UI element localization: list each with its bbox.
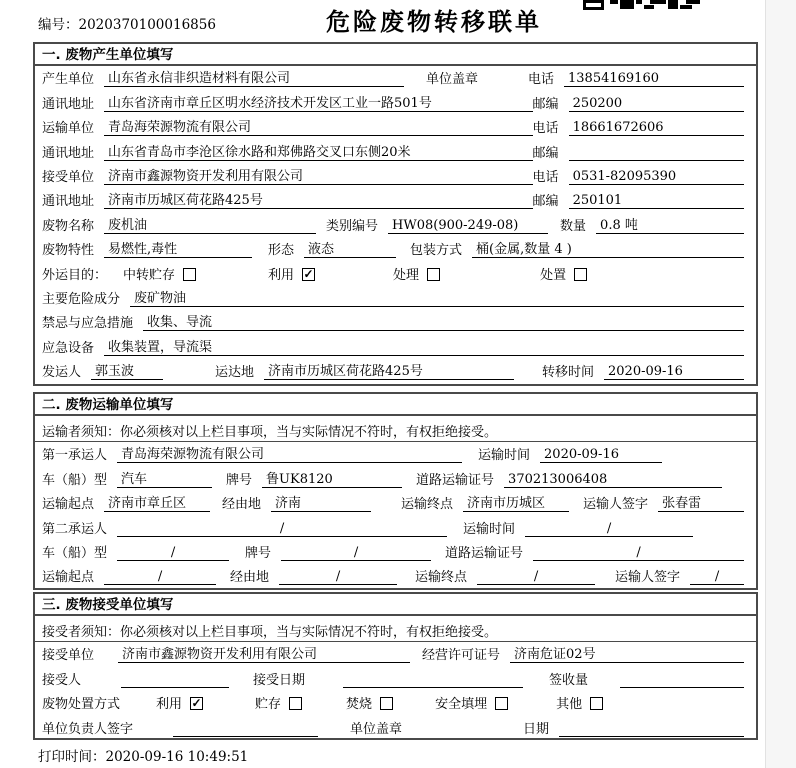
- purpose-option-treat: [393, 264, 440, 283]
- transporter-notice: 运输者须知：你必须核对以上栏目事项，当与实际情况不符时，有权拒绝接受。: [35, 416, 756, 442]
- hazard-components-value: 废矿物油: [130, 287, 744, 307]
- accept-date-label: 接受日期: [253, 672, 306, 688]
- accept-date-value: [343, 687, 523, 688]
- disposal-method-row: [35, 691, 756, 715]
- second-vehicle-type-value: /: [117, 545, 229, 561]
- packing-value: 桶(金属,数量 4 ): [472, 238, 744, 258]
- purpose-option-dispose: [540, 264, 587, 283]
- second-vehicle-type-label: 车（船）型: [42, 545, 108, 561]
- print-time-value: 2020-09-16 10:49:51: [105, 749, 249, 765]
- disposal-storage-checkbox: [289, 697, 302, 710]
- second-road-cert-value: /: [533, 545, 744, 561]
- first-carrier-sign-value: 张春雷: [658, 492, 744, 512]
- section-transporter: [33, 392, 758, 590]
- unit-seal-label-2: 单位盖章: [350, 721, 403, 737]
- document-number-value: 2020370100016856: [78, 17, 216, 33]
- first-road-cert-value: 370213006408: [504, 472, 722, 488]
- first-route-row: [35, 491, 756, 515]
- destination-value: 济南市历城区荷花路425号: [264, 360, 514, 380]
- document-title: 危险废物转移联单: [326, 8, 542, 36]
- transporter-zip-label: 邮编: [532, 145, 559, 161]
- acceptor-label: 接受人: [42, 672, 82, 688]
- second-plate-value: /: [281, 545, 431, 561]
- emergency-measures-label: 禁忌与应急措施: [42, 316, 134, 332]
- license-value: 济南危证02号: [510, 643, 744, 663]
- accept-unit-value: 济南市鑫源物资开发利用有限公司: [118, 643, 410, 663]
- waste-form-label: 形态: [268, 243, 295, 259]
- producer-zip-label: 邮编: [532, 96, 559, 112]
- second-carrier-sign-value: /: [690, 569, 744, 585]
- purpose-storage-label: 中转贮存: [123, 267, 176, 283]
- waste-quantity-label: 数量: [560, 218, 587, 234]
- transporter-phone-value: 18661672606: [569, 120, 744, 136]
- disposal-landfill-label: 安全填埋: [435, 697, 488, 713]
- first-route-end-label: 运输终点: [401, 497, 454, 513]
- transfer-purpose-label: 外运目的：: [42, 267, 108, 283]
- disposal-incinerate-checkbox: [380, 697, 393, 710]
- receiver-address-row: [35, 188, 756, 212]
- second-carrier-row: [35, 515, 756, 539]
- accept-unit-label: 接受单位: [42, 648, 95, 664]
- scan-page-edge: [765, 0, 796, 768]
- unit-seal-label: 单位盖章: [426, 72, 479, 88]
- purpose-use-checkbox: ✓: [303, 266, 314, 281]
- producer-row: [35, 66, 756, 90]
- receiver-address-value: 济南市历城区荷花路425号: [104, 189, 533, 209]
- first-road-cert-label: 道路运输证号: [416, 472, 495, 488]
- transporter-phone-label: 电话: [532, 121, 559, 137]
- emergency-equipment-label: 应急设备: [42, 340, 95, 356]
- second-route-end-value: /: [477, 569, 595, 585]
- second-route-start-value: /: [104, 569, 216, 585]
- transporter-row: [35, 115, 756, 139]
- dispatch-row: [35, 359, 756, 383]
- acceptor-value: [121, 687, 229, 688]
- disposal-option-landfill: [435, 693, 508, 712]
- dispatcher-label: 发运人: [42, 365, 82, 381]
- disposal-option-incinerate: [346, 693, 393, 712]
- receiver-phone-value: 0531-82095390: [569, 169, 744, 185]
- receiver-phone-label: 电话: [532, 169, 559, 185]
- first-vehicle-type-value: 汽车: [117, 468, 212, 488]
- first-route-end-value: 济南市历城区: [463, 492, 569, 512]
- disposal-option-storage: [255, 693, 302, 712]
- waste-quantity-value: 0.8 吨: [596, 214, 744, 234]
- disposal-use-checkbox: ✓: [191, 696, 202, 711]
- acceptor-row: [35, 666, 756, 690]
- transporter-address-value: 山东省青岛市李沧区徐水路和郑佛路交叉口东侧20米: [104, 141, 533, 161]
- receiver-notice: 接受者须知：你必须核对以上栏目事项，当与实际情况不符时，有权拒绝接受。: [35, 616, 756, 642]
- purpose-treat-label: 处理: [393, 267, 420, 283]
- first-route-via-label: 经由地: [222, 497, 262, 513]
- second-route-row: [35, 564, 756, 588]
- receiver-label: 接受单位: [42, 169, 95, 185]
- emergency-equipment-value: 收集装置，导流渠: [104, 336, 744, 356]
- emergency-measures-row: [35, 310, 756, 334]
- second-vehicle-row: [35, 540, 756, 564]
- waste-form-value: 液态: [304, 238, 396, 258]
- print-time-label: 打印时间：: [38, 749, 106, 765]
- first-transport-time-value: 2020-09-16: [540, 447, 662, 463]
- producer-phone-label: 电话: [527, 72, 554, 88]
- destination-label: 运达地: [215, 365, 255, 381]
- print-time: [38, 745, 248, 765]
- dispatcher-value: 郭玉波: [91, 360, 163, 380]
- disposal-method-label: 废物处置方式: [42, 697, 121, 713]
- disposal-landfill-checkbox: [495, 697, 508, 710]
- producer-value: 山东省永信非织造材料有限公司: [104, 67, 404, 87]
- waste-traits-value: 易燃性,毒性: [104, 238, 252, 258]
- disposal-option-other: [556, 693, 603, 712]
- producer-label: 产生单位: [42, 72, 95, 88]
- transporter-zip-value: [569, 160, 744, 161]
- receiver-zip-value: 250101: [569, 193, 744, 209]
- producer-address-value: 山东省济南市章丘区明水经济技术开发区工业一路501号: [104, 92, 533, 112]
- sign-date-label: 日期: [522, 721, 549, 737]
- section-producer: [33, 42, 758, 386]
- sign-date-value: [559, 736, 744, 737]
- document-number: [38, 13, 216, 33]
- second-carrier-sign-label: 运输人签字: [615, 570, 681, 586]
- disposal-other-checkbox: [590, 697, 603, 710]
- second-route-end-label: 运输终点: [415, 570, 468, 586]
- waste-category-label: 类别编号: [326, 218, 379, 234]
- responsible-sign-value: [173, 736, 318, 737]
- waste-traits-row: [35, 237, 756, 261]
- purpose-treat-checkbox: [427, 268, 440, 281]
- first-vehicle-row: [35, 466, 756, 490]
- second-transport-time-value: /: [525, 521, 693, 537]
- second-carrier-label: 第二承运人: [42, 521, 108, 537]
- accept-unit-row: [35, 642, 756, 666]
- signed-quantity-label: 签收量: [549, 672, 589, 688]
- purpose-option-storage: [123, 264, 196, 283]
- first-carrier-sign-label: 运输人签字: [583, 497, 649, 513]
- waste-name-label: 废物名称: [42, 218, 95, 234]
- section-transporter-title: 二. 废物运输单位填写: [35, 394, 756, 416]
- license-label: 经营许可证号: [422, 648, 501, 664]
- second-plate-label: 牌号: [245, 545, 272, 561]
- receiver-address-label: 通讯地址: [42, 194, 95, 210]
- first-route-via-value: 济南: [271, 492, 371, 512]
- hazard-components-label: 主要危险成分: [42, 291, 121, 307]
- responsible-sign-label: 单位负责人签字: [42, 721, 134, 737]
- disposal-use-label: 利用: [156, 697, 183, 713]
- first-route-start-value: 济南市章丘区: [104, 492, 210, 512]
- responsible-sign-row: [35, 715, 756, 739]
- second-route-start-label: 运输起点: [42, 570, 95, 586]
- transporter-address-label: 通讯地址: [42, 145, 95, 161]
- first-carrier-value: 青岛海荣源物流有限公司: [117, 443, 462, 463]
- second-carrier-value: /: [117, 521, 447, 537]
- disposal-storage-label: 贮存: [255, 697, 282, 713]
- second-route-via-label: 经由地: [230, 570, 270, 586]
- producer-phone-value: 13854169160: [564, 71, 744, 87]
- producer-zip-value: 250200: [569, 96, 744, 112]
- first-route-start-label: 运输起点: [42, 497, 95, 513]
- waste-name-value: 废机油: [104, 214, 316, 234]
- receiver-row: [35, 164, 756, 188]
- purpose-option-use: [268, 264, 315, 283]
- purpose-storage-checkbox: [183, 268, 196, 281]
- first-plate-label: 牌号: [226, 472, 253, 488]
- producer-address-row: [35, 90, 756, 114]
- section-producer-title: 一. 废物产生单位填写: [35, 44, 756, 66]
- receiver-zip-label: 邮编: [532, 194, 559, 210]
- packing-label: 包装方式: [410, 243, 463, 259]
- hazard-components-row: [35, 286, 756, 310]
- purpose-dispose-label: 处置: [540, 267, 567, 283]
- second-route-via-value: /: [279, 569, 397, 585]
- first-vehicle-type-label: 车（船）型: [42, 472, 108, 488]
- emergency-measures-value: 收集、导流: [143, 311, 744, 331]
- transfer-time-label: 转移时间: [541, 365, 594, 381]
- first-transport-time-label: 运输时间: [478, 448, 531, 464]
- producer-address-label: 通讯地址: [42, 96, 95, 112]
- transporter-value: 青岛海荣源物流有限公司: [104, 116, 533, 136]
- second-road-cert-label: 道路运输证号: [445, 545, 524, 561]
- second-transport-time-label: 运输时间: [463, 521, 516, 537]
- qr-code-fragment: [583, 0, 703, 10]
- purpose-dispose-checkbox: [574, 268, 587, 281]
- waste-traits-label: 废物特性: [42, 243, 95, 259]
- waste-category-value: HW08(900-249-08): [388, 218, 548, 234]
- first-plate-value: 鲁UK8120: [262, 468, 402, 488]
- signed-quantity-value: [620, 687, 744, 688]
- section-receiver: [33, 592, 758, 740]
- emergency-equipment-row: [35, 334, 756, 358]
- transporter-address-row: [35, 139, 756, 163]
- disposal-other-label: 其他: [556, 697, 583, 713]
- document-number-label: 编号：: [38, 17, 79, 33]
- transfer-purpose-row: [35, 261, 756, 285]
- waste-name-row: [35, 212, 756, 236]
- transfer-time-value: 2020-09-16: [604, 364, 744, 380]
- first-carrier-row: [35, 442, 756, 466]
- purpose-use-label: 利用: [268, 267, 295, 283]
- disposal-incinerate-label: 焚烧: [346, 697, 373, 713]
- disposal-option-use: [156, 693, 203, 712]
- first-carrier-label: 第一承运人: [42, 448, 108, 464]
- receiver-value: 济南市鑫源物资开发利用有限公司: [104, 165, 533, 185]
- section-receiver-title: 三. 废物接受单位填写: [35, 594, 756, 616]
- transporter-label: 运输单位: [42, 121, 95, 137]
